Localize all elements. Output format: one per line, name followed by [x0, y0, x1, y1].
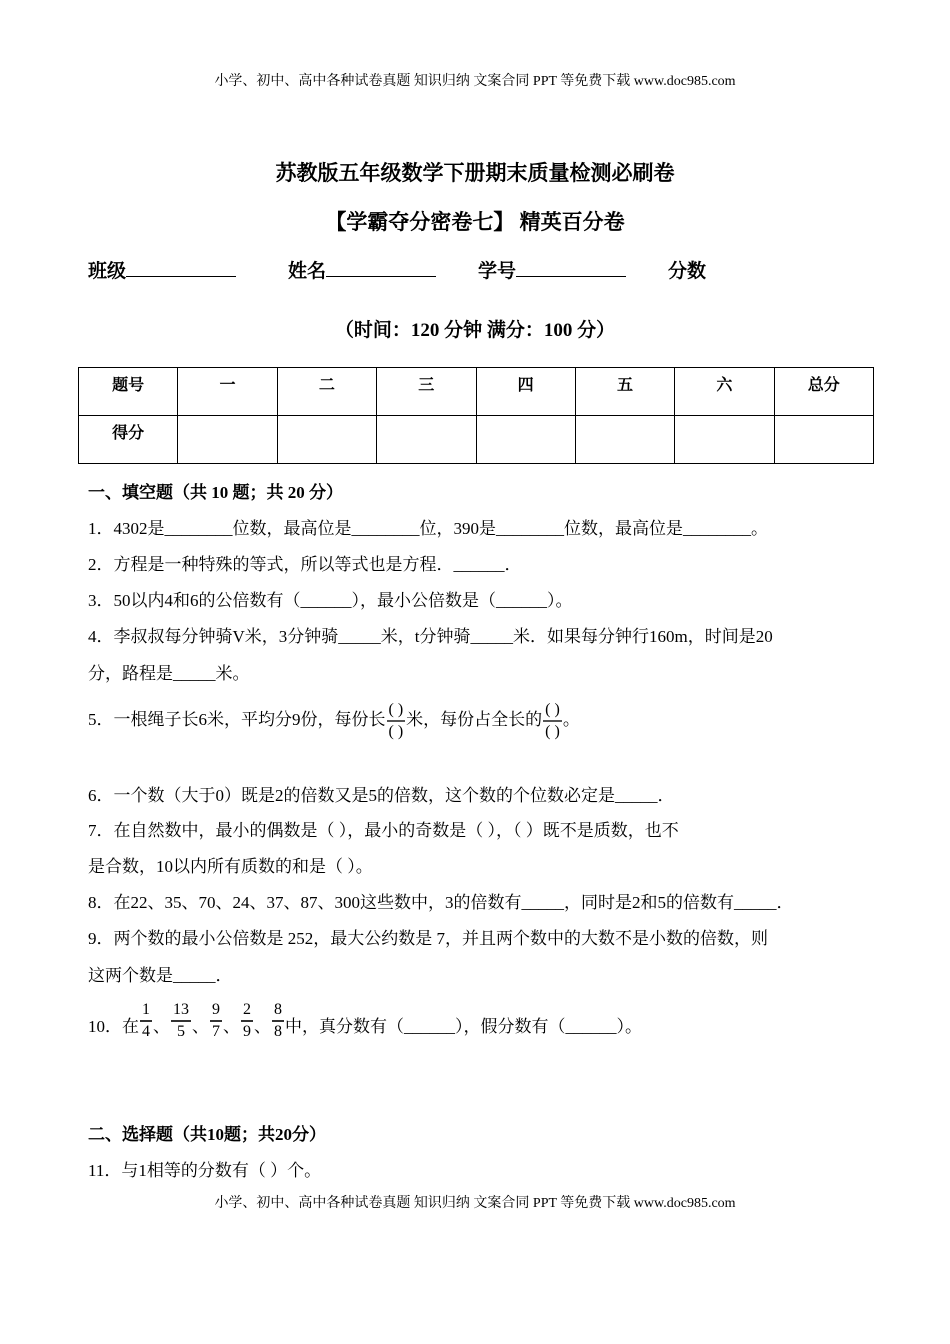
table-header-cell: 四 [476, 368, 575, 416]
score-label: 分数 [668, 261, 707, 282]
question-1: 1．4302是________位数，最高位是________位，390是________位数，最高位是________。 [88, 519, 768, 538]
name-label: 姓名 [288, 261, 327, 282]
question-9-cont: 这两个数是_____． [88, 966, 233, 985]
fraction: $\frac{9}{7}$ [212, 1001, 220, 1040]
table-header-cell: 一 [178, 368, 277, 416]
question-text: 中，真分数有（______），假分数有（______）。 [285, 1017, 642, 1036]
fraction: $\frac{8}{8}$ [274, 1001, 282, 1040]
page-title: 苏教版五年级数学下册期末质量检测必刷卷 [275, 161, 675, 185]
question-7-cont: 是合数，10以内所有质数的和是（ ）。 [88, 857, 373, 876]
score-cell[interactable] [675, 416, 774, 464]
score-cell[interactable] [774, 416, 873, 464]
table-header-row [79, 368, 874, 416]
score-cell[interactable] [277, 416, 376, 464]
question-text: 。 [562, 710, 580, 729]
id-field[interactable] [478, 256, 626, 283]
fraction-blank[interactable]: $\frac{( )}{( )}$ [388, 701, 404, 741]
id-label: 学号 [478, 261, 517, 282]
name-field[interactable] [288, 256, 436, 283]
fraction: $\frac{13}{5}$ [173, 1001, 189, 1040]
page-footer: 小学、初中、高中各种试卷真题 知识归纳 文案合同 PPT 等免费下载 www.doc985.com [214, 1196, 736, 1211]
question-2: 2．方程是一种特殊的等式，所以等式也是方程．______． [88, 555, 522, 574]
score-cell[interactable] [476, 416, 575, 464]
table-header-cell: 三 [377, 368, 476, 416]
section-title: 二、选择题（共10题；共20分） [88, 1125, 326, 1144]
section-title: 一、填空题（共 10 题；共 20 分） [88, 483, 343, 502]
question-4-cont: 分，路程是_____米。 [88, 664, 250, 683]
class-field[interactable] [88, 256, 236, 283]
question-9: 9．两个数的最小公倍数是 252，最大公约数是 7，并且两个数中的大数不是小数的倍数，则 [88, 929, 768, 948]
score-cell[interactable] [178, 416, 277, 464]
score-cell[interactable] [377, 416, 476, 464]
question-11: 11．与1相等的分数有（ ）个。 [88, 1161, 322, 1180]
fraction-blank[interactable]: $\frac{( )}{( )}$ [545, 701, 560, 741]
question-10: 10．在 $\frac{1}{4}$ 、 $\frac{13}{5}$ 、 $\frac{9}{7}$ 、 $\frac{2}{9}$ 、 $\frac{8}{8}$ 中，真分数有（______），假分数有（______）。 [88, 1001, 642, 1040]
question-text: 10．在 [88, 1017, 139, 1036]
score-cell[interactable] [575, 416, 674, 464]
page-header: 小学、初中、高中各种试卷真题 知识归纳 文案合同 PPT 等免费下载 www.doc985.com [214, 74, 736, 89]
page-subtitle: 【学霸夺分密卷七】 精英百分卷 [325, 210, 625, 234]
row-label: 得分 [79, 416, 178, 464]
question-3: 3．50以内4和6的公倍数有（______），最小公倍数是（______）。 [88, 591, 573, 610]
table-row [79, 416, 874, 464]
table-header-cell: 总分 [774, 368, 873, 416]
table-header-cell: 二 [277, 368, 376, 416]
class-label: 班级 [88, 261, 127, 282]
question-7: 7．在自然数中，最小的偶数是（ ），最小的奇数是（ ），（ ）既不是质数，也不 [88, 821, 679, 840]
score-table [78, 367, 874, 464]
table-header-cell: 五 [575, 368, 674, 416]
question-text: 米，每份占全长的 [406, 710, 543, 729]
table-header-cell: 题号 [79, 368, 178, 416]
time-score-line: （时间：120 分钟 满分：100 分） [334, 320, 616, 341]
question-4: 4．李叔叔每分钟骑V米，3分钟骑_____米，t分钟骑_____米．如果每分钟行160m，时间是20 [88, 627, 773, 646]
question-8: 8．在22、35、70、24、37、87、300这些数中，3的倍数有_____，同时是2和5的倍数有_____． [88, 893, 794, 912]
fraction: $\frac{2}{9}$ [243, 1001, 251, 1040]
question-6: 6．一个数（大于0）既是2的倍数又是5的倍数，这个数的个位数必定是_____． [88, 786, 675, 805]
table-header-cell: 六 [675, 368, 774, 416]
question-text: 5．一根绳子长6米，平均分9份，每份长 [88, 710, 386, 729]
question-5 [88, 700, 580, 742]
fraction: $\frac{1}{4}$ [142, 1001, 150, 1040]
